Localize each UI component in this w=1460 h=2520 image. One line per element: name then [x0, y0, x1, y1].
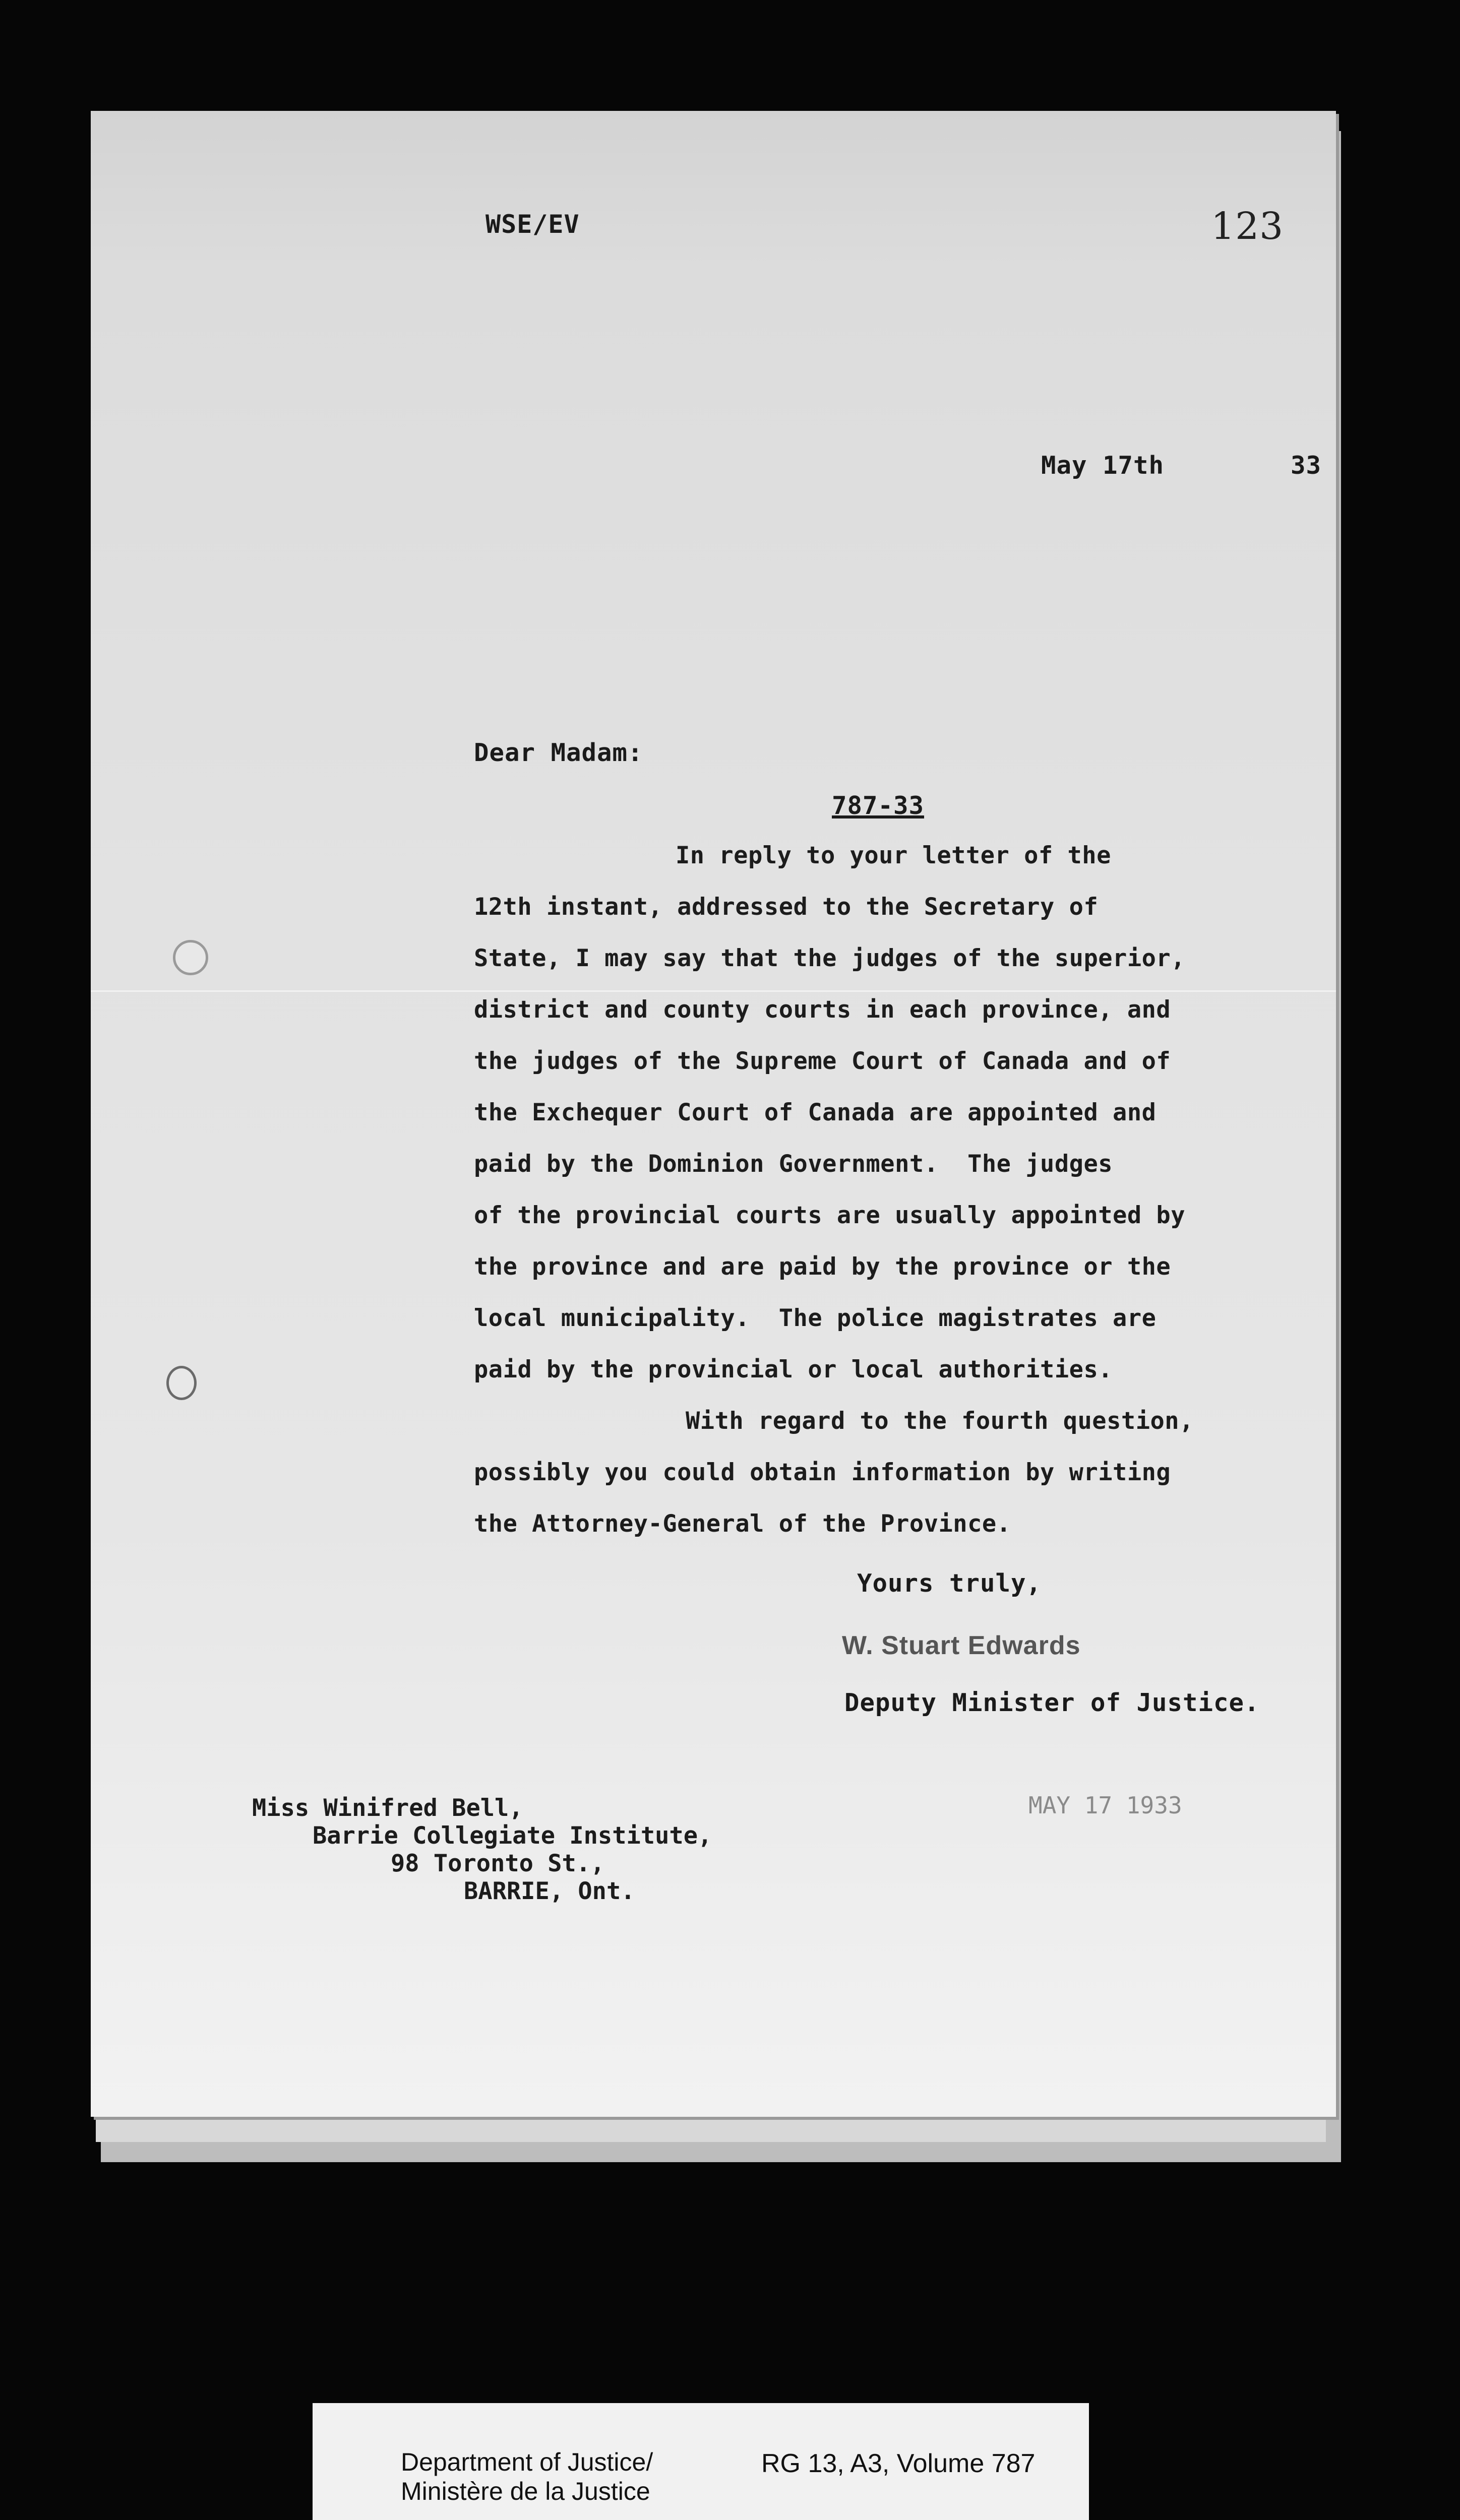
signature-stamp: W. Stuart Edwards [842, 1631, 1081, 1660]
body-line: In reply to your letter of the [676, 842, 1111, 869]
letter-page [91, 111, 1336, 2117]
body-line: the province and are paid by the province or the [474, 1253, 1171, 1281]
folio-number: 123 [1211, 205, 1284, 248]
department-line: Department of Justice/ [401, 2448, 653, 2476]
signature-title: Deputy Minister of Justice. [844, 1688, 1260, 1717]
body-line: the judges of the Supreme Court of Canada and of [474, 1047, 1171, 1075]
body-line: the Attorney-General of the Province. [474, 1510, 1011, 1538]
volume-reference: RG 13, A3, Volume 787 [761, 2449, 1036, 2478]
body-line: district and county courts in each province, and [474, 996, 1171, 1024]
file-number: 787-33 [832, 791, 925, 820]
punch-hole [166, 1366, 197, 1400]
body-line: With regard to the fourth question, [686, 1407, 1194, 1435]
received-date-stamp: MAY 17 1933 [1028, 1792, 1182, 1819]
body-line: paid by the Dominion Government. The judges [474, 1150, 1113, 1178]
letter-date-suffix: 33 [1291, 451, 1322, 480]
body-line: local municipality. The police magistrates are [474, 1304, 1157, 1332]
recipient-line: BARRIE, Ont. [464, 1877, 635, 1905]
body-line: possibly you could obtain information by writing [474, 1459, 1171, 1486]
salutation: Dear Madam: [474, 738, 643, 767]
department-line: Ministère de la Justice [401, 2477, 650, 2505]
punch-hole [173, 940, 208, 975]
body-line: State, I may say that the judges of the superior, [474, 944, 1186, 972]
fold-line [91, 990, 1336, 992]
body-line: paid by the provincial or local authorities. [474, 1356, 1113, 1383]
recipient-line: Miss Winifred Bell, [252, 1794, 523, 1822]
archive-label [313, 2403, 1089, 2520]
recipient-line: Barrie Collegiate Institute, [313, 1822, 712, 1850]
body-line: the Exchequer Court of Canada are appointed and [474, 1099, 1157, 1126]
letter-date: May 17th [1041, 451, 1165, 480]
department-name [401, 2447, 653, 2506]
body-line: of the provincial courts are usually appointed by [474, 1202, 1186, 1229]
body-line: 12th instant, addressed to the Secretary of [474, 893, 1099, 921]
reference-initials: WSE/EV [485, 210, 580, 239]
recipient-line: 98 Toronto St., [391, 1850, 605, 1877]
closing: Yours truly, [857, 1569, 1042, 1598]
